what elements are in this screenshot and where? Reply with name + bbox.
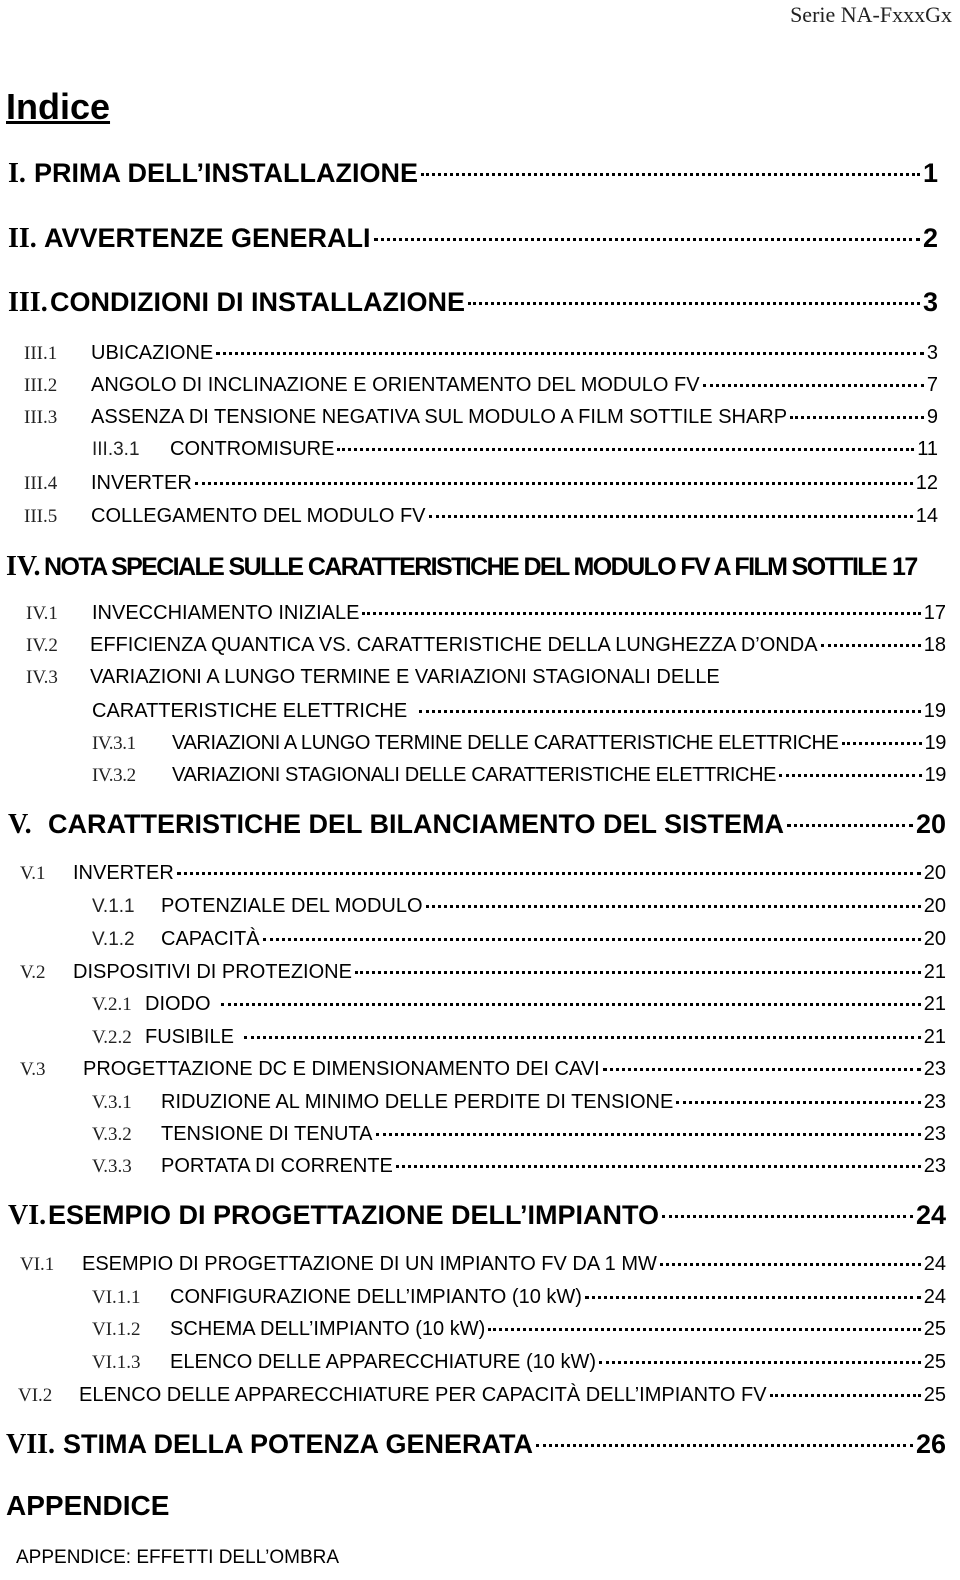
leader-dots [419,710,921,713]
leader-dots [585,1296,921,1299]
toc-page: 23 [923,1058,946,1080]
toc-page: 20 [923,928,946,950]
toc-page: 24 [915,1200,946,1230]
toc-label: CARATTERISTICHE DEL BILANCIAMENTO DEL SISTEMA [48,809,785,839]
toc-number: VI. [8,1200,47,1231]
toc-label: AVVERTENZE GENERALI [44,223,371,253]
toc-entry-3-4[interactable] [24,472,938,495]
toc-label: CONTROMISURE [170,438,335,460]
toc-label: UBICAZIONE [91,342,214,364]
toc-entry-6-1[interactable] [20,1253,946,1276]
toc-number: V.2.1 [92,994,132,1015]
toc-label: DISPOSITIVI DI PROTEZIONE [73,961,352,983]
toc-number: II. [8,223,37,254]
leader-dots [842,742,922,745]
toc-entry-7[interactable] [6,1429,946,1461]
toc-page: 25 [923,1351,946,1373]
toc-label: CAPACITÀ [161,928,260,950]
toc-number: I. [8,158,26,189]
toc-label: ELENCO DELLE APPARECCHIATURE PER CAPACITÀ DELL’IMPIANTO FV [79,1384,767,1406]
toc-label: ASSENZA DI TENSIONE NEGATIVA SUL MODULO A FILM SOTTILE SHARP [91,406,788,428]
toc-page: 21 [923,961,946,983]
toc-number: V.1.2 [92,929,135,950]
toc-page: 21 [923,993,946,1015]
toc-label: CONFIGURAZIONE DELL’IMPIANTO (10 kW) [170,1286,582,1308]
appendix-entry[interactable]: APPENDICE: EFFETTI DELL’OMBRA [16,1547,340,1568]
toc-number: V.3 [20,1059,46,1080]
toc-label: SCHEMA DELL’IMPIANTO (10 kW) [170,1318,486,1340]
toc-label: ESEMPIO DI PROGETTAZIONE DELL’IMPIANTO [48,1200,660,1230]
leader-dots [195,482,913,485]
toc-entry-3-1[interactable] [24,342,938,365]
toc-label: ANGOLO DI INCLINAZIONE E ORIENTAMENTO DEL MODULO FV [91,374,700,396]
toc-entry-3-5[interactable] [24,505,938,528]
toc-label: PRIMA DELL’INSTALLAZIONE [34,158,418,188]
leader-dots [177,872,921,875]
toc-number: III.2 [24,375,58,396]
toc-page: 19 [924,764,946,786]
leader-dots [468,302,920,305]
toc-page: 23 [923,1155,946,1177]
toc-label: ESEMPIO DI PROGETTAZIONE DI UN IMPIANTO FV DA 1 MW [82,1253,657,1275]
leader-dots [337,448,914,451]
toc-number: III. [8,287,48,318]
leader-dots [374,238,920,241]
toc-number: IV.3.1 [92,733,136,754]
toc-number: V. [8,809,32,840]
toc-number: V.1 [20,863,46,884]
appendix-heading: APPENDICE [6,1490,170,1521]
toc-number: III.1 [24,343,58,364]
toc-entry-5-3[interactable] [20,1058,946,1081]
toc-page: 11 [917,438,938,460]
toc-page: 20 [923,895,946,917]
toc-page: 23 [923,1091,946,1113]
leader-dots [662,1215,913,1218]
toc-page: 7 [926,374,938,396]
toc-number: VI.1.2 [92,1319,141,1340]
toc-label: INVECCHIAMENTO INIZIALE [92,602,360,624]
toc-number: VI.1.3 [92,1352,141,1373]
toc-number: IV.3 [26,667,58,688]
toc-label: DIODO [145,993,211,1015]
leader-dots [660,1263,921,1266]
toc-number: IV.2 [26,635,58,656]
toc-page: 1 [922,158,938,188]
toc-entry-3-2[interactable] [24,374,938,397]
toc-number: III.4 [24,473,58,494]
toc-entry-3[interactable] [8,287,938,319]
toc-label: STIMA DELLA POTENZA GENERATA [63,1429,533,1459]
leader-dots [244,1036,921,1039]
toc-number: V.3.1 [92,1092,132,1113]
toc-label: CONDIZIONI DI INSTALLAZIONE [50,287,465,317]
toc-page: 26 [915,1429,946,1459]
toc-page: 3 [926,342,938,364]
toc-entry-5-3-2[interactable] [92,1123,946,1146]
toc-entry-6-1-2[interactable] [92,1318,946,1341]
document-series-header: Serie NA-FxxxGx [790,2,952,27]
toc-page: 24 [923,1286,946,1308]
toc-entry-4-3-1[interactable] [92,732,946,755]
leader-dots [429,515,913,518]
toc-entry-4-3-cont[interactable] [92,700,946,723]
toc-label: ELENCO DELLE APPARECCHIATURE (10 kW) [170,1351,597,1373]
toc-page: 19 [923,700,946,722]
toc-page: 9 [926,406,938,428]
leader-dots [790,416,924,419]
toc-entry-4-1[interactable] [26,602,946,625]
leader-dots [421,173,920,176]
leader-dots [603,1068,921,1071]
leader-dots [821,644,921,647]
leader-dots [376,1133,921,1136]
toc-entry-4-2[interactable] [26,634,946,657]
toc-page: 14 [915,505,938,527]
toc-page: 25 [923,1318,946,1340]
toc-number: V.3.2 [92,1124,132,1145]
toc-number: VI.1 [20,1254,55,1275]
toc-number: VI.1.1 [92,1287,141,1308]
leader-dots [216,352,924,355]
toc-entry-5-3-1[interactable] [92,1091,946,1114]
toc-number: V.2.2 [92,1027,132,1048]
toc-entry-3-3[interactable] [24,406,938,429]
toc-page: 17 [923,602,946,624]
leader-dots [355,971,921,974]
toc-entry-4-3-2[interactable] [92,764,946,787]
toc-entry-4[interactable] [6,551,946,583]
toc-label: VARIAZIONI A LUNGO TERMINE E VARIAZIONI STAGIONALI DELLE [90,666,720,688]
toc-label: VARIAZIONI A LUNGO TERMINE DELLE CARATTERISTICHE ELETTRICHE [172,732,839,754]
leader-dots [787,824,913,827]
leader-dots [221,1003,921,1006]
toc-label: POTENZIALE DEL MODULO [161,895,423,917]
toc-entry-5-2-2[interactable] [92,1026,946,1049]
leader-dots [779,774,921,777]
toc-entry-5-1-1[interactable] [92,895,946,918]
toc-page: 3 [922,287,938,317]
leader-dots [536,1444,913,1447]
toc-label: VARIAZIONI STAGIONALI DELLE CARATTERISTICHE ELETTRICHE [172,764,777,786]
toc-page: 2 [922,223,938,253]
toc-label: TENSIONE DI TENUTA [161,1123,373,1145]
toc-entry-5[interactable] [8,809,946,841]
leader-dots [488,1328,920,1331]
toc-entry-6-1-3[interactable] [92,1351,946,1374]
leader-dots [396,1165,921,1168]
toc-label: COLLEGAMENTO DEL MODULO FV [91,505,426,527]
toc-number: IV.1 [26,603,58,624]
leader-dots [263,938,921,941]
toc-number: V.3.3 [92,1156,132,1177]
toc-label: PROGETTAZIONE DC E DIMENSIONAMENTO DEI CAVI [83,1058,600,1080]
toc-number: III.3 [24,407,58,428]
toc-page: 24 [923,1253,946,1275]
toc-number: III.3.1 [92,439,140,460]
leader-dots [770,1394,921,1397]
toc-label: EFFICIENZA QUANTICA VS. CARATTERISTICHE DELLA LUNGHEZZA D’ONDA [90,634,818,656]
toc-entry-6[interactable] [8,1200,946,1232]
toc-page: 25 [923,1384,946,1406]
toc-label: FUSIBILE [145,1026,234,1048]
toc-number: III.5 [24,506,58,527]
toc-label: INVERTER [73,862,174,884]
toc-entry-5-3-3[interactable] [92,1155,946,1178]
toc-label: INVERTER [91,472,192,494]
toc-number: V.1.1 [92,896,135,917]
toc-page: 19 [924,732,946,754]
toc-number: IV.3.2 [92,765,136,786]
index-title: Indice [6,86,111,127]
toc-entry-5-2-1[interactable] [92,993,946,1016]
toc-page: 21 [923,1026,946,1048]
toc-label: PORTATA DI CORRENTE [161,1155,393,1177]
toc-page: 20 [915,809,946,839]
leader-dots [676,1101,920,1104]
toc-entry-5-1-2[interactable] [92,928,946,951]
toc-entry-2[interactable] [8,223,938,255]
toc-page: 17 [892,553,917,581]
toc-number: VI.2 [18,1385,53,1406]
leader-dots [426,905,921,908]
toc-page: 12 [915,472,938,494]
leader-dots [703,384,924,387]
leader-dots [362,612,920,615]
toc-entry-5-1[interactable] [20,862,946,885]
toc-number: V.2 [20,962,46,983]
toc-page: 18 [923,634,946,656]
toc-label-continued: CARATTERISTICHE ELETTRICHE [92,700,408,722]
toc-entry-6-1-1[interactable] [92,1286,946,1309]
toc-page: 20 [923,862,946,884]
toc-label: RIDUZIONE AL MINIMO DELLE PERDITE DI TENSIONE [161,1091,674,1113]
toc-entry-1[interactable] [8,158,938,190]
leader-dots [599,1361,921,1364]
toc-label: NOTA SPECIALE SULLE CARATTERISTICHE DEL MODULO FV A FILM SOTTILE [44,553,887,581]
toc-number: VII. [6,1429,56,1460]
toc-entry-3-3-1[interactable] [92,438,938,461]
toc-entry-5-2[interactable] [20,961,946,984]
toc-number: IV. [6,551,41,582]
toc-page: 23 [923,1123,946,1145]
toc-entry-4-3[interactable] [26,666,946,689]
toc-entry-6-2[interactable] [18,1384,946,1407]
